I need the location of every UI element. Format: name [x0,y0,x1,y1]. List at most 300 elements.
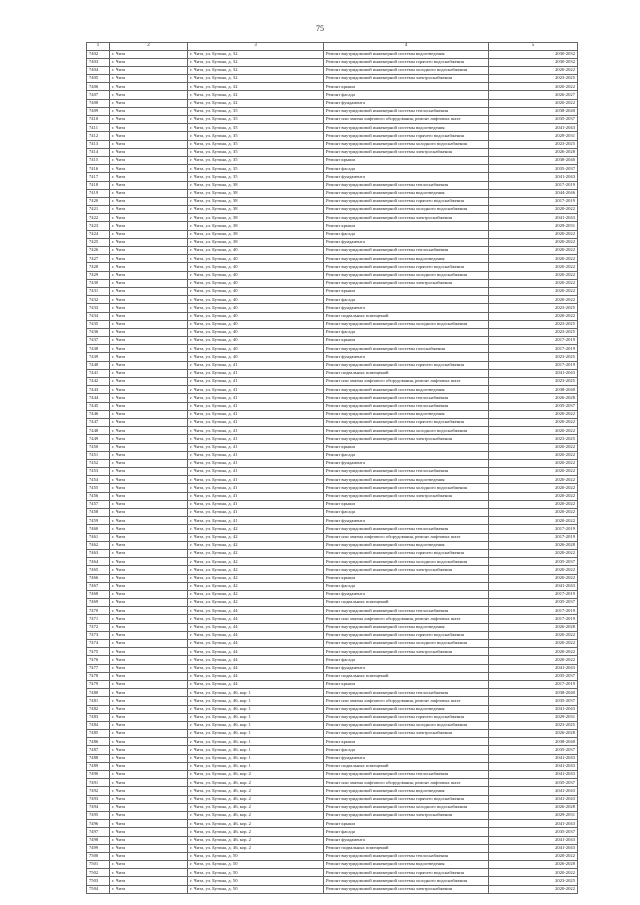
city-name-cell: г. Чита [110,50,188,58]
city-name-cell: г. Чита [110,582,188,590]
table-row [87,844,578,852]
row-number-cell: 7504 [87,885,110,893]
table-row [87,91,578,99]
building-address-cell: г. Чита, ул. Бутина, д. 46, кор. 1 [188,754,324,762]
table-row [87,820,578,828]
table-row [87,410,578,418]
planned-years-cell: 2041-2043 [489,836,578,844]
table-row [87,509,578,517]
city-name-cell: г. Чита [110,861,188,869]
table-row [87,116,578,124]
city-name-cell: г. Чита [110,640,188,648]
planned-years-cell: 2020-2022 [489,648,578,656]
table-row [87,394,578,402]
repair-work-type-cell: Ремонт фасада [324,91,489,99]
table-row [87,247,578,255]
city-name-cell: г. Чита [110,337,188,345]
planned-years-cell: 2035-2037 [489,599,578,607]
repair-work-type-cell: Ремонт внутридомовой инженерной системы горячего водоснабжения [324,132,489,140]
building-address-cell: г. Чита, ул. Бутина, д. 40 [188,247,324,255]
city-name-cell: г. Чита [110,378,188,386]
table-row [87,861,578,869]
city-name-cell: г. Чита [110,173,188,181]
table-row [87,672,578,680]
building-address-cell: г. Чита, ул. Бутина, д. 38 [188,189,324,197]
table-row [87,549,578,557]
table-row [87,582,578,590]
planned-years-cell: 2041-2043 [489,795,578,803]
planned-years-cell: 2020-2022 [489,83,578,91]
planned-years-cell: 2041-2043 [489,214,578,222]
repair-work-type-cell: Ремонт подвальных помещений [324,369,489,377]
table-row [87,238,578,246]
city-name-cell: г. Чита [110,189,188,197]
table-row [87,771,578,779]
planned-years-cell: 2041-2043 [489,762,578,770]
repair-work-type-cell: Ремонт внутридомовой инженерной системы теплоснабжения [324,394,489,402]
building-address-cell: г. Чита, ул. Бутина, д. 40 [188,271,324,279]
planned-years-cell: 2041-2043 [489,787,578,795]
repair-work-type-cell: Ремонт внутридомовой инженерной системы теплоснабжения [324,107,489,115]
city-name-cell: г. Чита [110,664,188,672]
planned-years-cell: 2023-2025 [489,320,578,328]
row-number-cell: 7494 [87,803,110,811]
planned-years-cell: 2020-2022 [489,468,578,476]
repair-work-type-cell: Ремонт внутридомовой инженерной системы водоотведения [324,189,489,197]
building-address-cell: г. Чита, ул. Бутина, д. 50 [188,885,324,893]
table-row [87,99,578,107]
table-row [87,386,578,394]
repair-work-type-cell: Ремонт внутридомовой инженерной системы холодного водоснабжения [324,721,489,729]
table-row [87,165,578,173]
city-name-cell: г. Чита [110,156,188,164]
building-address-cell: г. Чита, ул. Бутина, д. 40 [188,296,324,304]
planned-years-cell: 2020-2022 [489,566,578,574]
row-number-cell: 7445 [87,402,110,410]
building-address-cell: г. Чита, ул. Бутина, д. 46, кор. 1 [188,713,324,721]
repair-work-type-cell: Ремонт крыши [324,337,489,345]
row-number-cell: 7419 [87,189,110,197]
city-name-cell: г. Чита [110,451,188,459]
header-col-4: 4 [324,43,489,51]
repair-work-type-cell: Ремонт внутридомовой инженерной системы горячего водоснабжения [324,418,489,426]
repair-work-type-cell: Ремонт или замена лифтового оборудования, ремонт лифтовых шахт [324,615,489,623]
city-name-cell: г. Чита [110,574,188,582]
planned-years-cell: 2017-2019 [489,615,578,623]
building-address-cell: г. Чита, ул. Бутина, д. 44 [188,680,324,688]
planned-years-cell: 2020-2022 [489,427,578,435]
repair-work-type-cell: Ремонт фундамента [324,754,489,762]
row-number-cell: 7423 [87,222,110,230]
building-address-cell: г. Чита, ул. Бутина, д. 41 [188,468,324,476]
table-row [87,402,578,410]
repair-work-type-cell: Ремонт фундамента [324,99,489,107]
row-number-cell: 7409 [87,107,110,115]
building-address-cell: г. Чита, ул. Бутина, д. 46, кор. 2 [188,844,324,852]
row-number-cell: 7402 [87,50,110,58]
row-number-cell: 7433 [87,304,110,312]
row-number-cell: 7425 [87,238,110,246]
table-row [87,541,578,549]
table-row [87,353,578,361]
building-address-cell: г. Чита, ул. Бутина, д. 35 [188,140,324,148]
building-address-cell: г. Чита, ул. Бутина, д. 41 [188,427,324,435]
row-number-cell: 7490 [87,771,110,779]
city-name-cell: г. Чита [110,427,188,435]
building-address-cell: г. Чита, ул. Бутина, д. 46, кор. 1 [188,697,324,705]
building-address-cell: г. Чита, ул. Бутина, д. 38 [188,214,324,222]
planned-years-cell: 2035-2037 [489,697,578,705]
building-address-cell: г. Чита, ул. Бутина, д. 35 [188,107,324,115]
city-name-cell: г. Чита [110,680,188,688]
city-name-cell: г. Чита [110,820,188,828]
planned-years-cell: 2020-2022 [489,631,578,639]
row-number-cell: 7454 [87,476,110,484]
city-name-cell: г. Чита [110,648,188,656]
row-number-cell: 7443 [87,386,110,394]
row-number-cell: 7468 [87,590,110,598]
building-address-cell: г. Чита, ул. Бутина, д. 46, кор. 2 [188,820,324,828]
building-address-cell: г. Чита, ул. Бутина, д. 44 [188,623,324,631]
row-number-cell: 7503 [87,877,110,885]
planned-years-cell: 2035-2037 [489,558,578,566]
planned-years-cell: 2041-2043 [489,771,578,779]
row-number-cell: 7438 [87,345,110,353]
row-number-cell: 7442 [87,378,110,386]
building-address-cell: г. Чита, ул. Бутина, д. 38 [188,230,324,238]
building-address-cell: г. Чита, ул. Бутина, д. 40 [188,353,324,361]
repair-work-type-cell: Ремонт внутридомовой инженерной системы теплоснабжения [324,771,489,779]
repair-work-type-cell: Ремонт крыши [324,574,489,582]
repair-work-type-cell: Ремонт фасада [324,165,489,173]
city-name-cell: г. Чита [110,148,188,156]
city-name-cell: г. Чита [110,279,188,287]
city-name-cell: г. Чита [110,558,188,566]
building-address-cell: г. Чита, ул. Бутина, д. 41 [188,402,324,410]
city-name-cell: г. Чита [110,214,188,222]
city-name-cell: г. Чита [110,730,188,738]
repair-work-type-cell: Ремонт внутридомовой инженерной системы холодного водоснабжения [324,140,489,148]
building-address-cell: г. Чита, ул. Бутина, д. 41 [188,435,324,443]
planned-years-cell: 2026-2028 [489,861,578,869]
repair-work-type-cell: Ремонт внутридомовой инженерной системы газоснабжения [324,345,489,353]
repair-work-type-cell: Ремонт внутридомовой инженерной системы теплоснабжения [324,689,489,697]
city-name-cell: г. Чита [110,361,188,369]
planned-years-cell: 2029-2031 [489,713,578,721]
planned-years-cell: 2017-2019 [489,181,578,189]
repair-work-type-cell: Ремонт внутридомовой инженерной системы холодного водоснабжения [324,558,489,566]
planned-years-cell: 2026-2028 [489,730,578,738]
row-number-cell: 7483 [87,713,110,721]
planned-years-cell: 2020-2022 [489,852,578,860]
repair-work-type-cell: Ремонт или замена лифтового оборудования, ремонт лифтовых шахт [324,697,489,705]
building-address-cell: г. Чита, ул. Бутина, д. 46, кор. 1 [188,762,324,770]
planned-years-cell: 2020-2022 [489,476,578,484]
building-address-cell: г. Чита, ул. Бутина, д. 35 [188,173,324,181]
table-row [87,615,578,623]
planned-years-cell: 2020-2022 [489,451,578,459]
city-name-cell: г. Чита [110,771,188,779]
city-name-cell: г. Чита [110,247,188,255]
row-number-cell: 7497 [87,828,110,836]
row-number-cell: 7448 [87,427,110,435]
city-name-cell: г. Чита [110,66,188,74]
repair-work-type-cell: Ремонт внутридомовой инженерной системы холодного водоснабжения [324,320,489,328]
planned-years-cell: 2020-2022 [489,517,578,525]
building-address-cell: г. Чита, ул. Бутина, д. 35 [188,148,324,156]
repair-work-type-cell: Ремонт фундамента [324,353,489,361]
row-number-cell: 7501 [87,861,110,869]
row-number-cell: 7453 [87,468,110,476]
table-row [87,189,578,197]
planned-years-cell: 2035-2037 [489,165,578,173]
row-number-cell: 7452 [87,459,110,467]
repair-work-type-cell: Ремонт внутридомовой инженерной системы водоотведения [324,410,489,418]
planned-years-cell: 2041-2043 [489,820,578,828]
city-name-cell: г. Чита [110,607,188,615]
repair-work-type-cell: Ремонт внутридомовой инженерной системы холодного водоснабжения [324,206,489,214]
row-number-cell: 7493 [87,795,110,803]
table-row [87,468,578,476]
repair-work-type-cell: Ремонт внутридомовой инженерной системы электроснабжения [324,279,489,287]
repair-work-type-cell: Ремонт фасада [324,656,489,664]
table-row [87,852,578,860]
row-number-cell: 7426 [87,247,110,255]
repair-work-type-cell: Ремонт или замена лифтового оборудования, ремонт лифтовых шахт [324,779,489,787]
table-row [87,787,578,795]
planned-years-cell: 2023-2025 [489,378,578,386]
city-name-cell: г. Чита [110,165,188,173]
repair-work-type-cell: Ремонт внутридомовой инженерной системы теплоснабжения [324,607,489,615]
table-row [87,648,578,656]
table-row [87,148,578,156]
planned-years-cell: 2035-2037 [489,402,578,410]
repair-work-type-cell: Ремонт внутридомовой инженерной системы водоотведения [324,623,489,631]
building-address-cell: г. Чита, ул. Бутина, д. 44 [188,672,324,680]
city-name-cell: г. Чита [110,443,188,451]
city-name-cell: г. Чита [110,394,188,402]
city-name-cell: г. Чита [110,689,188,697]
city-name-cell: г. Чита [110,83,188,91]
building-address-cell: г. Чита, ул. Бутина, д. 46, кор. 2 [188,779,324,787]
table-row [87,435,578,443]
repair-work-type-cell: Ремонт внутридомовой инженерной системы холодного водоснабжения [324,66,489,74]
table-row [87,378,578,386]
building-address-cell: г. Чита, ул. Бутина, д. 40 [188,320,324,328]
planned-years-cell: 2030-2032 [489,50,578,58]
planned-years-cell: 2017-2019 [489,680,578,688]
city-name-cell: г. Чита [110,222,188,230]
row-number-cell: 7485 [87,730,110,738]
city-name-cell: г. Чита [110,672,188,680]
planned-years-cell: 2038-2040 [489,386,578,394]
city-name-cell: г. Чита [110,795,188,803]
building-address-cell: г. Чита, ул. Бутина, д. 32 [188,83,324,91]
repair-work-type-cell: Ремонт внутридомовой инженерной системы холодного водоснабжения [324,640,489,648]
planned-years-cell: 2017-2019 [489,533,578,541]
table-row [87,705,578,713]
planned-years-cell: 2020-2022 [489,271,578,279]
city-name-cell: г. Чита [110,599,188,607]
planned-years-cell: 2044-2046 [489,189,578,197]
planned-years-cell: 2020-2022 [489,206,578,214]
planned-years-cell: 2029-2031 [489,222,578,230]
building-address-cell: г. Чита, ул. Бутина, д. 50 [188,869,324,877]
table-row [87,140,578,148]
row-number-cell: 7477 [87,664,110,672]
planned-years-cell: 2017-2019 [489,337,578,345]
city-name-cell: г. Чита [110,623,188,631]
repair-work-type-cell: Ремонт фасада [324,230,489,238]
repair-work-type-cell: Ремонт фундамента [324,173,489,181]
table-row [87,885,578,893]
row-number-cell: 7446 [87,410,110,418]
table-row [87,640,578,648]
building-address-cell: г. Чита, ул. Бутина, д. 41 [188,410,324,418]
row-number-cell: 7472 [87,623,110,631]
planned-years-cell: 2038-2040 [489,689,578,697]
row-number-cell: 7464 [87,558,110,566]
row-number-cell: 7486 [87,738,110,746]
repair-work-type-cell: Ремонт внутридомовой инженерной системы электроснабжения [324,492,489,500]
repair-work-type-cell: Ремонт фасада [324,451,489,459]
repair-work-type-cell: Ремонт фундамента [324,836,489,844]
row-number-cell: 7411 [87,124,110,132]
planned-years-cell: 2023-2025 [489,328,578,336]
row-number-cell: 7405 [87,75,110,83]
planned-years-cell: 2041-2043 [489,844,578,852]
planned-years-cell: 2017-2019 [489,590,578,598]
city-name-cell: г. Чита [110,132,188,140]
building-address-cell: г. Чита, ул. Бутина, д. 40 [188,255,324,263]
planned-years-cell: 2038-2040 [489,156,578,164]
row-number-cell: 7487 [87,746,110,754]
table-row [87,312,578,320]
row-number-cell: 7413 [87,140,110,148]
repair-work-type-cell: Ремонт крыши [324,500,489,508]
city-name-cell: г. Чита [110,828,188,836]
city-name-cell: г. Чита [110,91,188,99]
planned-years-cell: 2026-2028 [489,394,578,402]
table-row [87,754,578,762]
planned-years-cell: 2017-2019 [489,607,578,615]
table-row [87,255,578,263]
row-number-cell: 7481 [87,697,110,705]
table-row [87,328,578,336]
table-row [87,730,578,738]
city-name-cell: г. Чита [110,345,188,353]
row-number-cell: 7502 [87,869,110,877]
city-name-cell: г. Чита [110,566,188,574]
planned-years-cell: 2035-2037 [489,116,578,124]
table-row [87,599,578,607]
city-name-cell: г. Чита [110,99,188,107]
building-address-cell: г. Чита, ул. Бутина, д. 46, кор. 2 [188,811,324,819]
table-row [87,369,578,377]
table-row [87,828,578,836]
row-number-cell: 7451 [87,451,110,459]
header-col-2: 2 [110,43,188,51]
planned-years-cell: 2017-2019 [489,197,578,205]
planned-years-cell: 2041-2043 [489,582,578,590]
city-name-cell: г. Чита [110,852,188,860]
row-number-cell: 7456 [87,492,110,500]
city-name-cell: г. Чита [110,140,188,148]
table-row [87,66,578,74]
table-row [87,476,578,484]
table-row [87,287,578,295]
city-name-cell: г. Чита [110,697,188,705]
building-address-cell: г. Чита, ул. Бутина, д. 35 [188,132,324,140]
building-address-cell: г. Чита, ул. Бутина, д. 46, кор. 1 [188,738,324,746]
building-address-cell: г. Чита, ул. Бутина, д. 40 [188,345,324,353]
building-address-cell: г. Чита, ул. Бутина, д. 41 [188,500,324,508]
building-address-cell: г. Чита, ул. Бутина, д. 38 [188,206,324,214]
city-name-cell: г. Чита [110,836,188,844]
header-col-1: 1 [87,43,110,51]
row-number-cell: 7463 [87,549,110,557]
planned-years-cell: 2020-2022 [489,492,578,500]
planned-years-cell: 2038-2040 [489,738,578,746]
row-number-cell: 7416 [87,165,110,173]
table-row [87,631,578,639]
city-name-cell: г. Чита [110,410,188,418]
repair-work-type-cell: Ремонт внутридомовой инженерной системы электроснабжения [324,730,489,738]
planned-years-cell: 2020-2022 [489,287,578,295]
row-number-cell: 7436 [87,328,110,336]
building-address-cell: г. Чита, ул. Бутина, д. 32 [188,58,324,66]
city-name-cell: г. Чита [110,541,188,549]
table-row [87,803,578,811]
repair-work-type-cell: Ремонт фундамента [324,517,489,525]
repair-work-type-cell: Ремонт внутридомовой инженерной системы холодного водоснабжения [324,484,489,492]
building-address-cell: г. Чита, ул. Бутина, д. 42 [188,558,324,566]
table-row [87,83,578,91]
building-address-cell: г. Чита, ул. Бутина, д. 38 [188,197,324,205]
planned-years-cell: 2020-2022 [489,574,578,582]
table-row [87,574,578,582]
repair-work-type-cell: Ремонт внутридомовой инженерной системы электроснабжения [324,811,489,819]
repair-work-type-cell: Ремонт внутридомовой инженерной системы электроснабжения [324,885,489,893]
planned-years-cell: 2041-2043 [489,754,578,762]
planned-years-cell: 2035-2037 [489,779,578,787]
building-address-cell: г. Чита, ул. Бутина, д. 40 [188,287,324,295]
city-name-cell: г. Чита [110,721,188,729]
building-address-cell: г. Чита, ул. Бутина, д. 35 [188,124,324,132]
row-number-cell: 7489 [87,762,110,770]
city-name-cell: г. Чита [110,369,188,377]
city-name-cell: г. Чита [110,484,188,492]
table-row [87,304,578,312]
table-row [87,566,578,574]
building-address-cell: г. Чита, ул. Бутина, д. 41 [188,394,324,402]
city-name-cell: г. Чита [110,762,188,770]
planned-years-cell: 2020-2022 [489,459,578,467]
table-row [87,337,578,345]
repair-work-type-cell: Ремонт внутридомовой инженерной системы горячего водоснабжения [324,713,489,721]
row-number-cell: 7462 [87,541,110,549]
repair-work-type-cell: Ремонт внутридомовой инженерной системы теплоснабжения [324,181,489,189]
city-name-cell: г. Чита [110,263,188,271]
building-address-cell: г. Чита, ул. Бутина, д. 44 [188,640,324,648]
planned-years-cell: 2020-2022 [489,656,578,664]
city-name-cell: г. Чита [110,116,188,124]
table-row [87,525,578,533]
row-number-cell: 7431 [87,287,110,295]
table-row [87,132,578,140]
city-name-cell: г. Чита [110,590,188,598]
city-name-cell: г. Чита [110,517,188,525]
